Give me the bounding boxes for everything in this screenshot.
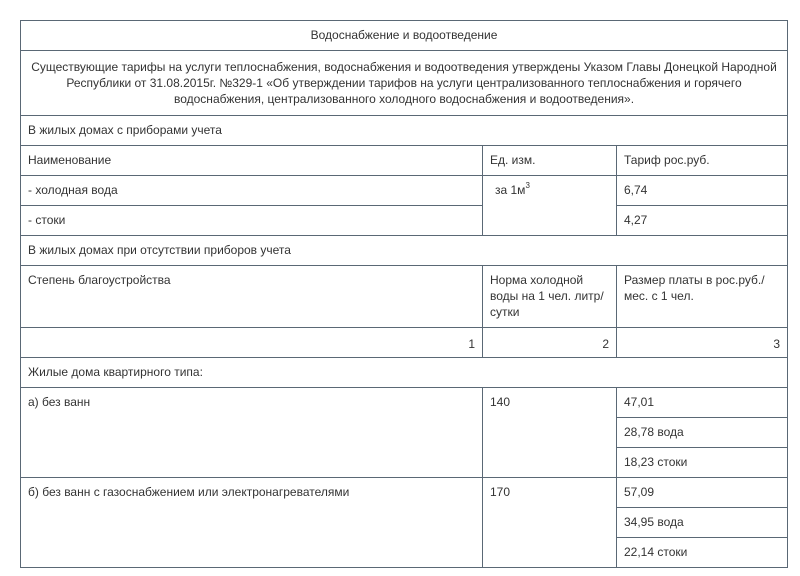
header-row [21,146,788,176]
row-norm: 170 [483,478,617,568]
tariff-table [20,20,788,568]
section-unmetered: В жилых домах при отсутствии приборов учета [21,236,788,266]
group-row [21,358,788,388]
section-row [21,236,788,266]
row-name: а) без ванн [21,388,483,478]
table-row [21,176,788,206]
row-norm: 140 [483,388,617,478]
row-name: - стоки [21,206,483,236]
title-row [21,21,788,51]
row-name: - холодная вода [21,176,483,206]
column-number: 3 [617,328,788,358]
section-metered: В жилых домах с приборами учета [21,116,788,146]
header-tariff: Тариф рос.руб. [617,146,788,176]
row-payment: 57,09 [617,478,788,508]
unit-superscript: 3 [525,181,530,190]
section-row [21,116,788,146]
header-row [21,266,788,328]
table-row [21,478,788,508]
row-payment-water: 28,78 вода [617,418,788,448]
header-payment: Размер платы в рос.руб./мес. с 1 чел. [617,266,788,328]
intro-text: Существующие тарифы на услуги теплоснабжения, водоснабжения и водоотведения утверждены Указом Главы Донецкой Народной Республики от 31.08.2015г. №329-1 «Об утверждении тарифов на услуги централизованного теплоснабжения и горячего водоснабжения, централизованного холодного водоснабжения и водоотведения». [21,51,788,116]
header-name: Наименование [21,146,483,176]
row-payment-water: 34,95 вода [617,508,788,538]
row-payment: 47,01 [617,388,788,418]
header-degree: Степень благоустройства [21,266,483,328]
row-name: б) без ванн с газоснабжением или электронагревателями [21,478,483,568]
column-number-row [21,328,788,358]
table-row [21,388,788,418]
table-row [21,206,788,236]
unit-text: за 1м [495,183,526,197]
intro-row [21,51,788,116]
unit-cell [483,176,617,236]
header-norm: Норма холодной воды на 1 чел. литр/сутки [483,266,617,328]
column-number: 2 [483,328,617,358]
row-payment-sewage: 18,23 стоки [617,448,788,478]
table-title: Водоснабжение и водоотведение [21,21,788,51]
header-unit: Ед. изм. [483,146,617,176]
column-number: 1 [21,328,483,358]
group-label: Жилые дома квартирного типа: [21,358,788,388]
row-tariff: 4,27 [617,206,788,236]
row-payment-sewage: 22,14 стоки [617,538,788,568]
row-tariff: 6,74 [617,176,788,206]
